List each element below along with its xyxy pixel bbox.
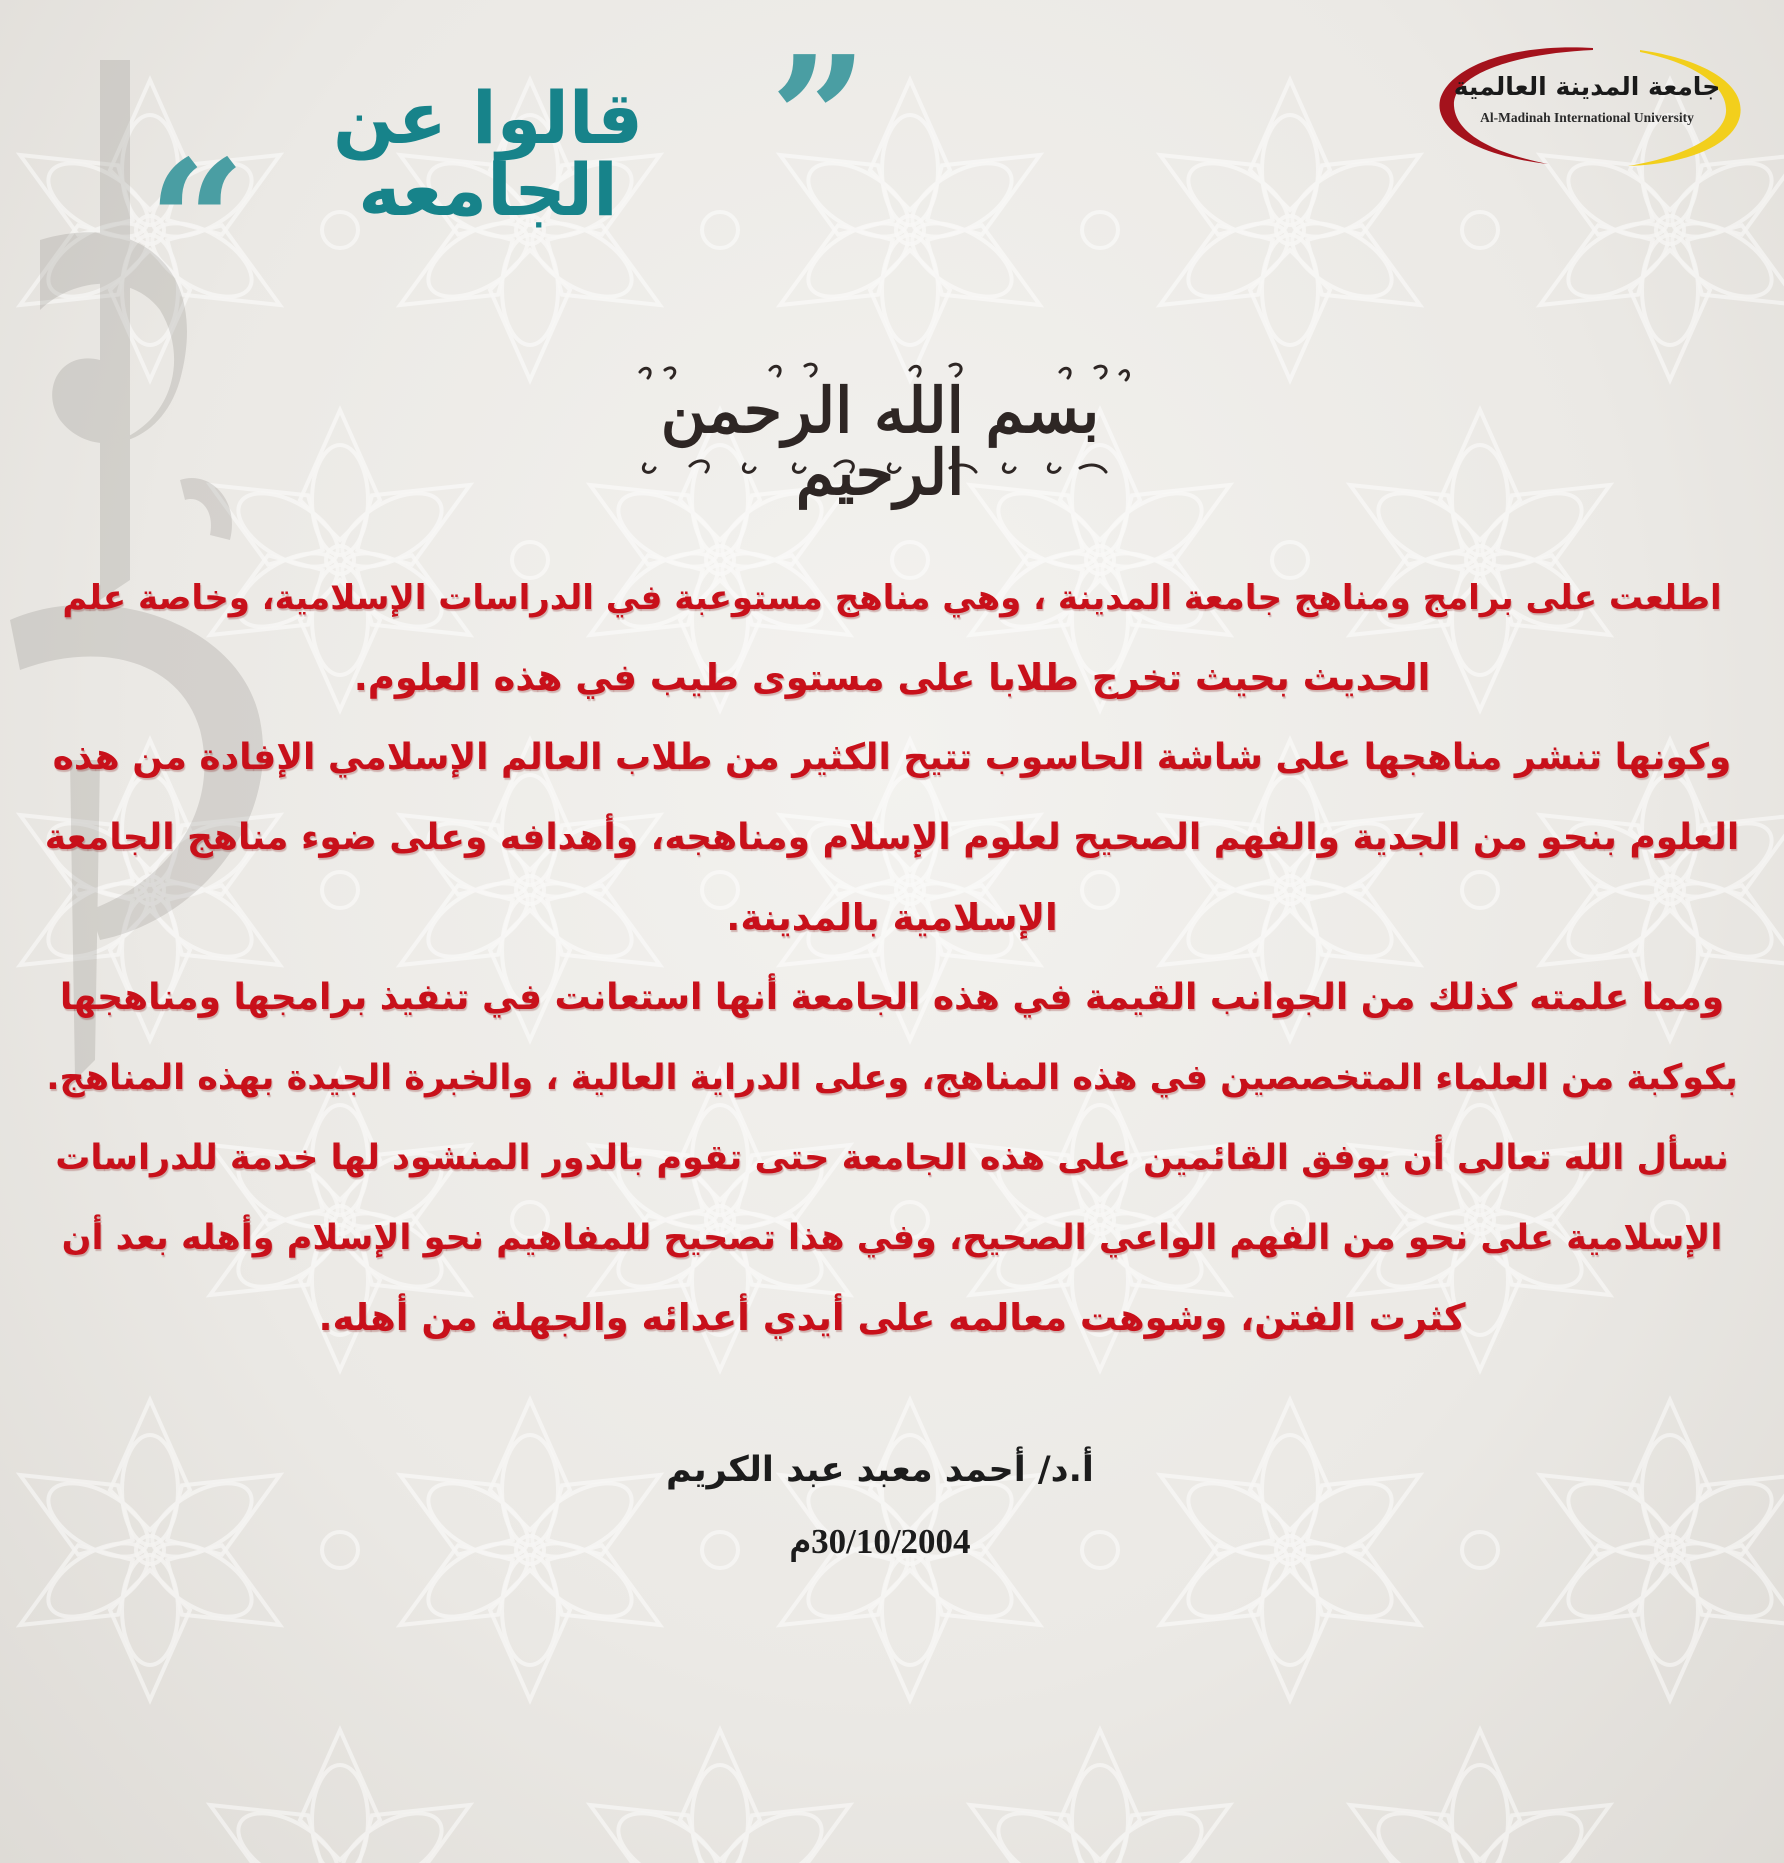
testimonial-body [40, 558, 1744, 1358]
testimonial-line: كثرت الفتن، وشوهت معالمه على أيدي أعدائه والجهلة من أهله. [318, 1296, 1466, 1339]
testimonial-line: العلوم بنحو من الجدية والفهم الصحيح لعلوم الإسلام ومناهجه، وأهدافه وعلى ضوء مناهج الجامعة [44, 817, 1740, 858]
testimonial-line: بكوكبة من العلماء المتخصصين في هذه المناهج، وعلى الدراية العالية ، والخبرة الجيدة بهذه المناهج. [46, 1058, 1738, 1098]
logo-swoosh-icon [1428, 38, 1746, 173]
testimonial-line: الإسلامية على نحو من الفهم الواعي الصحيح، وفي هذا تصحيح للمفاهيم نحو الإسلام وأهله بعد أن [61, 1218, 1723, 1258]
logo-english-name: Al-Madinah International University [1480, 110, 1694, 125]
testimonial-line: الإسلامية بالمدينة. [726, 896, 1058, 939]
signature-block [600, 1440, 1160, 1572]
testimonial-line: نسأل الله تعالى أن يوفق القائمين على هذه الجامعة حتى تقوم بالدور المنشود لها خدمة للدراسات [55, 1138, 1729, 1178]
signature-name: أ.د/ أحمد معبد عبد الكريم [666, 1450, 1094, 1490]
testimonial-line: اطلعت على برامج ومناهج جامعة المدينة ، وهي مناهج مستوعبة في الدراسات الإسلامية، وخاصة علم [62, 578, 1722, 618]
university-logo [1428, 38, 1746, 173]
testimonial-line: الحديث بحيث تخرج طلابا على مستوى طيب في هذه العلوم. [353, 656, 1431, 699]
header [70, 19, 868, 323]
signature-date: 30/10/2004م [789, 1522, 971, 1561]
page-title: قالوا عن الجامعه [332, 76, 644, 232]
logo-arabic-name: جامعة المدينة العالمية [1453, 72, 1721, 101]
testimonial-line: ومما علمته كذلك من الجوانب القيمة في هذه الجامعة أنها استعانت في تنفيذ برامجها ومناهجها [59, 977, 1725, 1018]
basmala [620, 352, 1140, 509]
testimonial-line: وكونها تنشر مناهجها على شاشة الحاسوب تتيح الكثير من طلاب العالم الإسلامي الإفادة من هذه [52, 737, 1732, 778]
basmala-text: بسم الله الرحمن الرحيم [660, 374, 1100, 509]
quote-close-icon: ” [770, 19, 868, 219]
quote-open-icon: “ [148, 123, 246, 323]
